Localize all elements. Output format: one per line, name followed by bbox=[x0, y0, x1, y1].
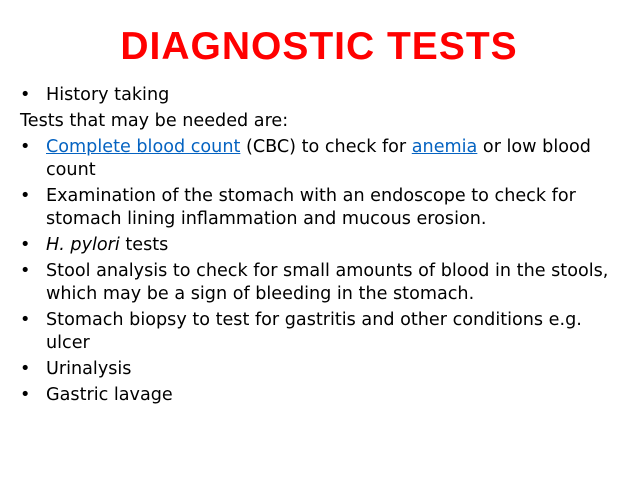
history-taking-text: History taking bbox=[46, 85, 170, 105]
intro-line bbox=[20, 110, 620, 133]
bullet-marker: • bbox=[20, 261, 31, 281]
bullet-h-pylori bbox=[20, 234, 620, 257]
bullet-marker: • bbox=[20, 310, 31, 330]
h-pylori-italic: H. pylori bbox=[46, 235, 120, 255]
bullet-history-taking bbox=[20, 84, 620, 107]
complete-blood-count-link[interactable]: Complete blood count bbox=[46, 137, 241, 157]
bullet-urinalysis bbox=[20, 358, 620, 381]
bullet-endoscope bbox=[20, 185, 620, 231]
slide-title: DIAGNOSTIC TESTS bbox=[120, 25, 518, 68]
bullet-marker: • bbox=[20, 137, 31, 157]
urinalysis-text: Urinalysis bbox=[46, 359, 132, 379]
endoscope-text: Examination of the stomach with an endoscope to check for stomach lining inflammation and mucous erosion. bbox=[46, 186, 576, 229]
h-pylori-rest: tests bbox=[119, 235, 169, 255]
bullet-marker: • bbox=[20, 235, 31, 255]
bullet-marker: • bbox=[20, 359, 31, 379]
slide-content bbox=[20, 84, 620, 410]
bullet-marker: • bbox=[20, 385, 31, 405]
bullet-marker: • bbox=[20, 85, 31, 105]
intro-text: Tests that may be needed are: bbox=[20, 111, 289, 131]
cbc-text-1: (CBC) to check for bbox=[240, 137, 412, 157]
gastric-lavage-text: Gastric lavage bbox=[46, 385, 173, 405]
bullet-gastric-lavage bbox=[20, 384, 620, 407]
bullet-cbc bbox=[20, 136, 620, 182]
anemia-link[interactable]: anemia bbox=[411, 137, 478, 157]
bullet-marker: • bbox=[20, 186, 31, 206]
stomach-biopsy-text: Stomach biopsy to test for gastritis and other conditions e.g. ulcer bbox=[46, 310, 582, 353]
stool-analysis-text: Stool analysis to check for small amounts of blood in the stools, which may be a sign of bleeding in the stomach. bbox=[46, 261, 609, 304]
bullet-stool-analysis bbox=[20, 260, 620, 306]
bullet-stomach-biopsy bbox=[20, 309, 620, 355]
cbc-text-2: or low blood count bbox=[46, 137, 591, 180]
